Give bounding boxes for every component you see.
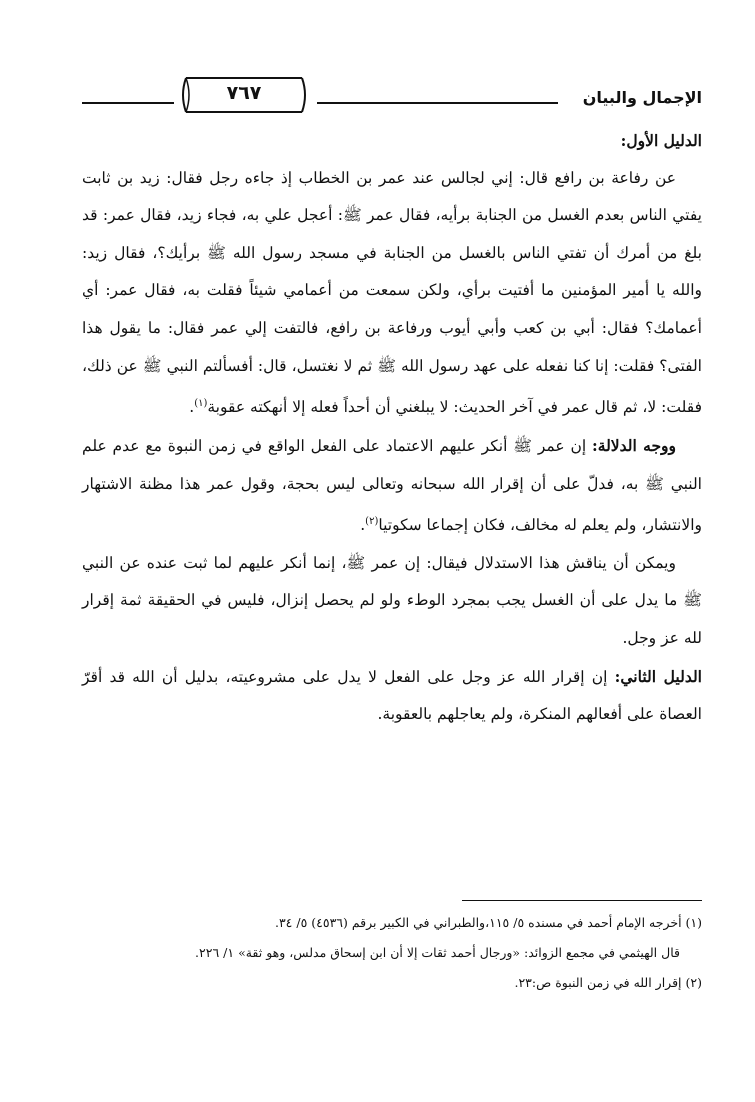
header-rule-left bbox=[82, 102, 174, 104]
section-title: الدليل الأول: bbox=[620, 131, 702, 150]
paragraph-evidence: ووجه الدلالة: إن عمر ﷺ أنكر عليهم الاعتماد على الفعل الواقع في زمن النبوة مع عدم علم النبي ﷺ به، فدلّ على أن إقرار الله سبحانه وتعالى ليس بحجة، وقول عمر هذا مظنة الاشتهار والانتشار، ولم يعلم له مخالف، فكان إجماعا سكوتيا$^{(٢)}$. bbox=[82, 435, 702, 535]
paragraph-evidence-text: إن عمر ﷺ أنكر عليهم الاعتماد على الفعل الواقع في زمن النبوة مع عدم علم النبي ﷺ به، فدلّ على أن إقرار الله سبحانه وتعالى ليس بحجة، وقول عمر هذا مظنة الاشتهار والانتشار، ولم يعلم له مخالف، فكان إجماعا سكوتيا bbox=[82, 436, 702, 535]
paragraph-discussion: ويمكن أن يناقش هذا الاستدلال فيقال: إن عمر ﷺ، إنما أنكر عليهم لما ثبت عنده عن النبي ﷺ ما يدل على أن الغسل يجب بمجرد الوطء ولو لم يحصل إنزال، فليس في الحقيقة ثمة إقرار لله عز وجل. bbox=[82, 553, 702, 648]
paragraph-second-proof-text: إن إقرار الله عز وجل على الفعل لا يدل على مشروعيته، بدليل أن الله قد أقرّ العصاة على أفعالهم المنكرة، ولم يعاجلهم بالعقوبة. bbox=[82, 667, 702, 724]
page-number: ٧٦٧ bbox=[226, 82, 262, 104]
footnote-ref-1: (١) bbox=[194, 398, 208, 410]
paragraph-hadith-text: عن رفاعة بن رافع قال: إني لجالس عند عمر بن الخطاب إذ جاءه رجل فقال: زيد بن ثابت يفتي الناس بعدم الغسل من الجنابة برأيه، فقال عمر ﷺ: أعجل علي به، فجاء زيد، فقال عمر: قد بلغ من أمرك أن تفتي الناس بالغسل من الجنابة في مسجد رسول الله ﷺ برأيك؟، فقال زيد: والله يا أمير المؤمنين ما أفتيت برأي، ولكن سمعت من أعمامي شيئاً فقلت به، فقال عمر: أي أعمامك؟ فقال: أبي بن كعب وأبي أيوب ورفاعة بن رافع، فالتفت إلي عمر فقال: ما يقول هذا الفتى؟ فقلت: إنا كنا نفعله على عهد رسول الله ﷺ ثم لا نغتسل، قال: أفسألتم النبي ﷺ عن ذلك، فقلت: لا، ثم قال عمر في آخر الحديث: لا يبلغني أن أحداً فعله إلا أنهكته عقوبة bbox=[82, 168, 702, 417]
page-header bbox=[82, 70, 702, 120]
footnote-ref-2: (٢) bbox=[365, 516, 379, 528]
header-rule-right bbox=[317, 102, 558, 104]
page-number-badge bbox=[180, 74, 308, 116]
footnote-1-continuation: قال الهيثمي في مجمع الزوائد: «ورجال أحمد ثقات إلا أن ابن إسحاق مدلس، وهو ثقة» ١/ ٢٢٦. bbox=[195, 945, 680, 960]
paragraph-second-proof bbox=[82, 658, 702, 734]
running-title: الإجمال والبيان bbox=[582, 88, 702, 107]
footnotes bbox=[82, 908, 702, 998]
paragraph-hadith: عن رفاعة بن رافع قال: إني لجالس عند عمر بن الخطاب إذ جاءه رجل فقال: زيد بن ثابت يفتي الناس بعدم الغسل من الجنابة برأيه، فقال عمر ﷺ: أعجل علي به، فجاء زيد، فقال عمر: قد بلغ من أمرك أن تفتي الناس بالغسل من الجنابة في مسجد رسول الله ﷺ برأيك؟، فقال زيد: والله يا أمير المؤمنين ما أفتيت برأي، ولكن سمعت من أعمامي شيئاً فقلت به، فقال عمر: أي أعمامك؟ فقال: أبي بن كعب وأبي أيوب ورفاعة بن رافع، فالتفت إلي عمر فقال: ما يقول هذا الفتى؟ فقلت: إنا كنا نفعله على عهد رسول الله ﷺ ثم لا نغتسل، قال: أفسألتم النبي ﷺ عن ذلك، فقلت: لا، ثم قال عمر في آخر الحديث: لا يبلغني أن أحداً فعله إلا أنهكته عقوبة$^{(١)}$. bbox=[82, 168, 702, 417]
footnote-separator bbox=[462, 900, 702, 901]
footnote-1: (١) أخرجه الإمام أحمد في مسنده ٥/ ١١٥،والطبراني في الكبير برقم (٤٥٣٦) ٥/ ٣٤. bbox=[274, 915, 702, 930]
footnote-2: (٢) إقرار الله في زمن النبوة ص:٢٣. bbox=[514, 975, 702, 990]
second-proof-lead: الدليل الثاني: bbox=[614, 666, 702, 686]
evidence-lead: ووجه الدلالة: bbox=[592, 435, 676, 455]
main-content bbox=[82, 122, 702, 734]
